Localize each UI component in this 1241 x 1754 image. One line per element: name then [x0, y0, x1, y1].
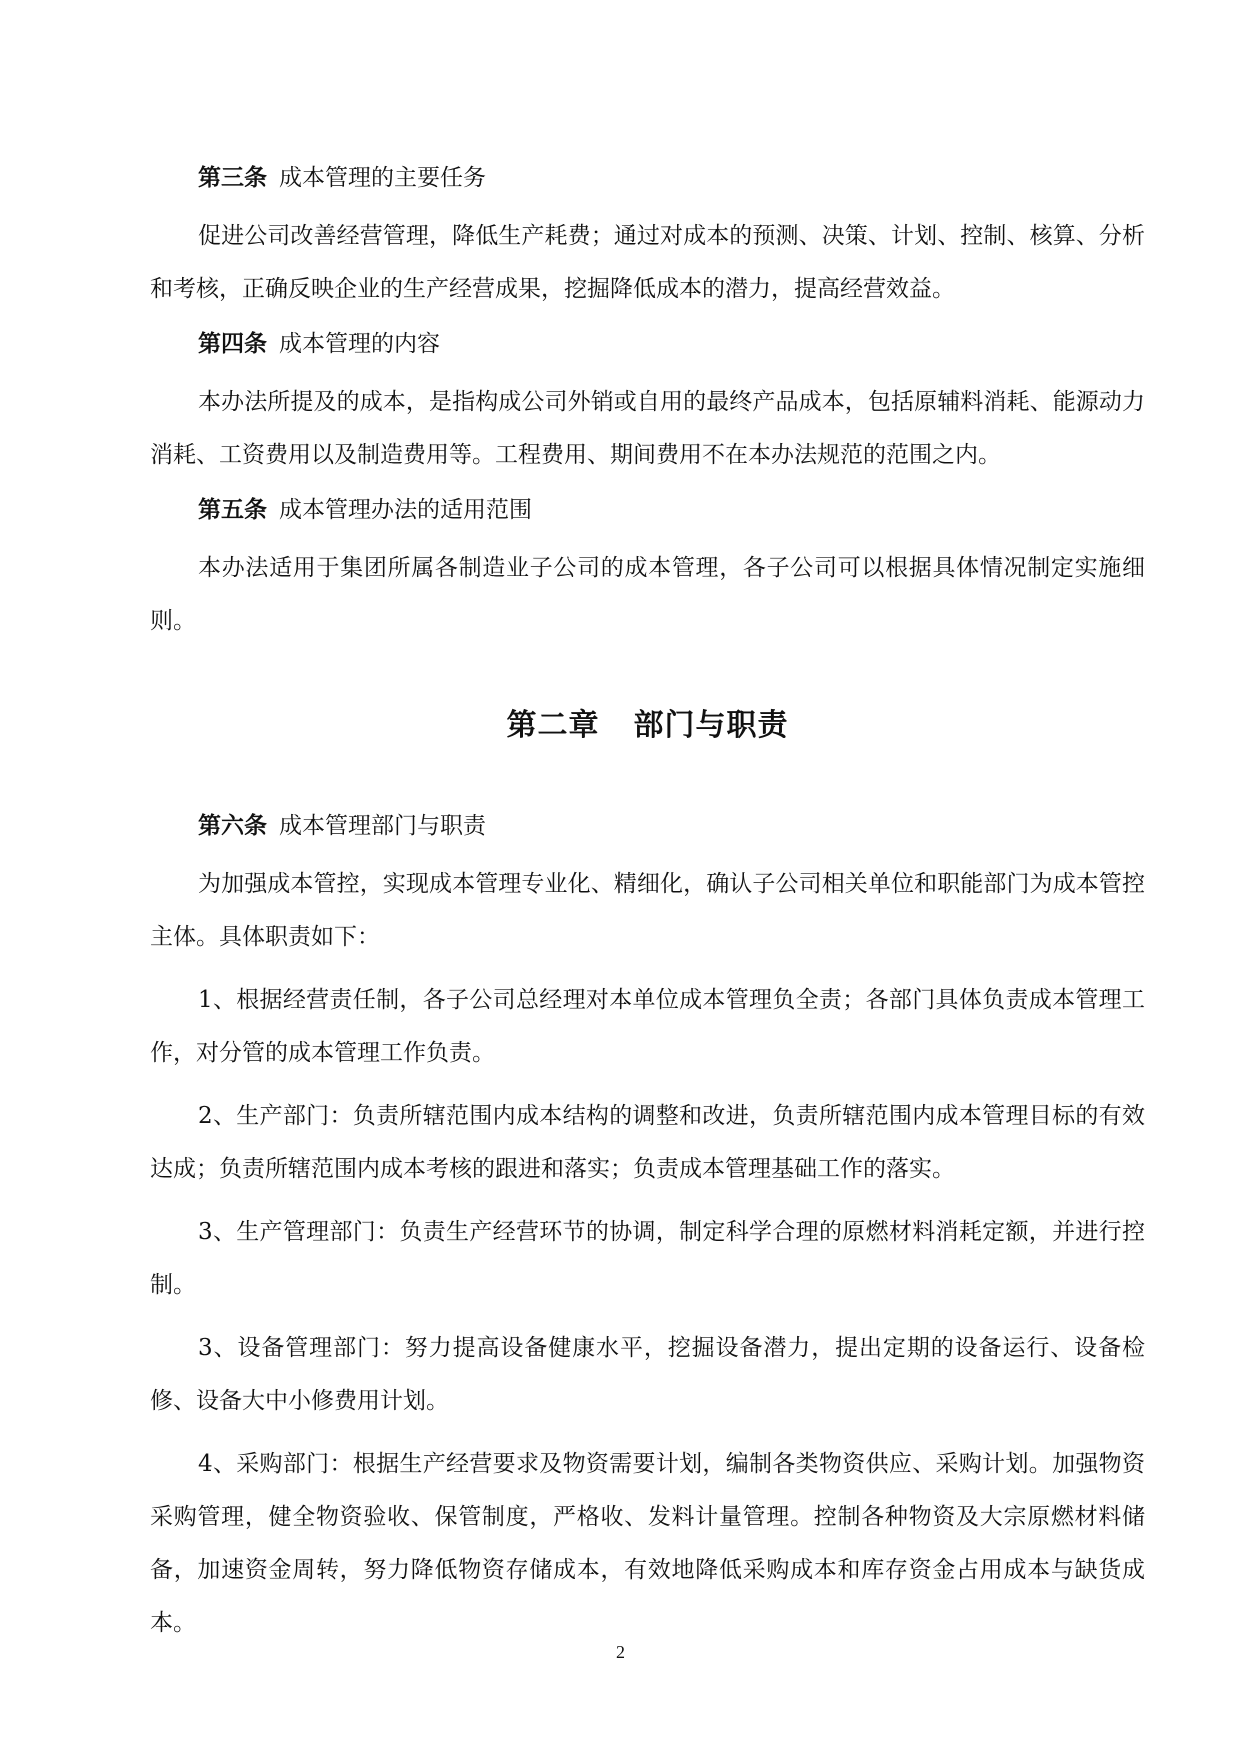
article-paragraph: 本办法适用于集团所属各制造业子公司的成本管理，各子公司可以根据具体情况制定实施细则。: [150, 555, 1145, 634]
article-title: 成本管理的主要任务: [279, 165, 486, 191]
duty-item-paragraph: 1、根据经营责任制，各子公司总经理对本单位成本管理负全责；各部门具体负责成本管理工作，对分管的成本管理工作负责。: [150, 987, 1145, 1066]
article-heading-5: [150, 492, 1145, 542]
article-number: 第六条: [198, 812, 267, 839]
duty-item-paragraph: 3、设备管理部门：努力提高设备健康水平，挖掘设备潜力，提出定期的设备运行、设备检修、设备大中小修费用计划。: [150, 1335, 1145, 1414]
article-number: 第三条: [198, 164, 267, 191]
article-heading-4: [150, 326, 1145, 376]
chapter-title: [150, 706, 1145, 746]
article-title: 成本管理的内容: [279, 331, 440, 357]
article-paragraph: 为加强成本管控，实现成本管理专业化、精细化，确认子公司相关单位和职能部门为成本管控主体。具体职责如下：: [150, 871, 1145, 950]
page-body: [150, 160, 1145, 1650]
duty-item-paragraph: 2、生产部门：负责所辖范围内成本结构的调整和改进，负责所辖范围内成本管理目标的有效达成；负责所辖范围内成本考核的跟进和落实；负责成本管理基础工作的落实。: [150, 1103, 1145, 1182]
chapter-number: 第二章: [506, 708, 600, 743]
article-heading-3: [150, 160, 1145, 210]
duty-item-paragraph: 4、采购部门：根据生产经营要求及物资需要计划，编制各类物资供应、采购计划。加强物资采购管理，健全物资验收、保管制度，严格收、发料计量管理。控制各种物资及大宗原燃材料储备，加速资金周转，努力降低物资存储成本，有效地降低采购成本和库存资金占用成本与缺货成本。: [150, 1451, 1145, 1636]
page-number: 2: [616, 1642, 625, 1662]
article-number: 第四条: [198, 330, 267, 357]
article-title: 成本管理办法的适用范围: [279, 497, 532, 523]
chapter-name: 部门与职责: [633, 708, 789, 743]
article-paragraph: 促进公司改善经营管理，降低生产耗费；通过对成本的预测、决策、计划、控制、核算、分析和考核，正确反映企业的生产经营成果，挖掘降低成本的潜力，提高经营效益。: [150, 223, 1145, 302]
article-title: 成本管理部门与职责: [279, 813, 486, 839]
article-heading-6: [150, 808, 1145, 858]
article-number: 第五条: [198, 496, 267, 523]
article-paragraph: 本办法所提及的成本，是指构成公司外销或自用的最终产品成本，包括原辅料消耗、能源动力消耗、工资费用以及制造费用等。工程费用、期间费用不在本办法规范的范围之内。: [150, 389, 1145, 468]
duty-item-paragraph: 3、生产管理部门：负责生产经营环节的协调，制定科学合理的原燃材料消耗定额，并进行控制。: [150, 1219, 1145, 1298]
